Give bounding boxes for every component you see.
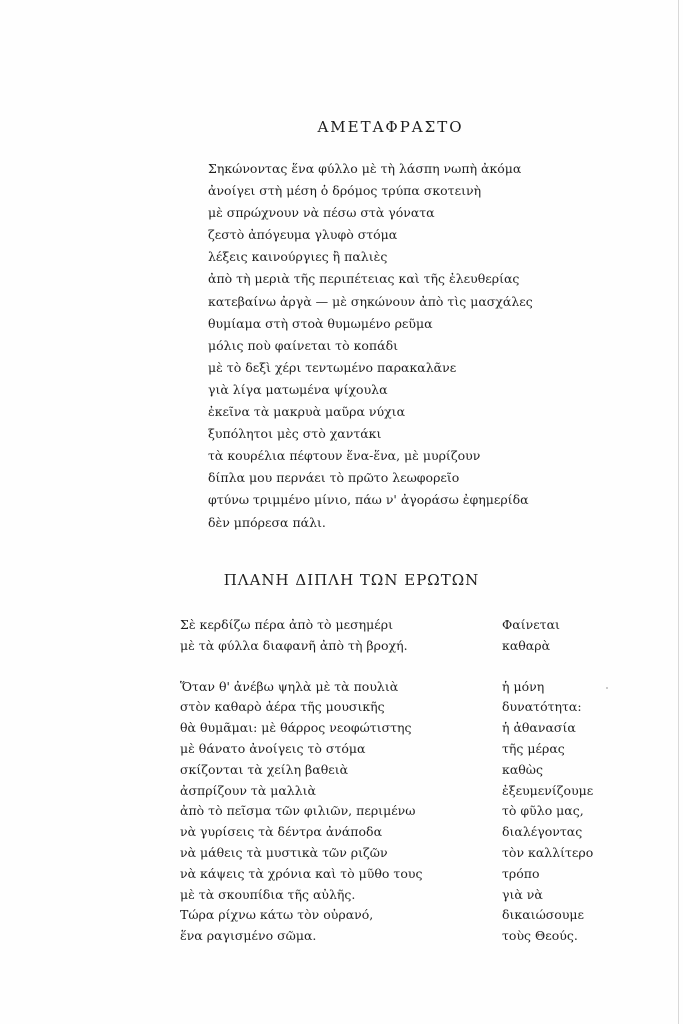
side-line: καθαρὰ: [502, 637, 551, 653]
poem-line: μόλις ποὺ φαίνεται τὸ κοπάδι: [208, 337, 398, 353]
side-line: δικαιώσουμε: [502, 907, 585, 923]
page-edge-line: [678, 0, 679, 1024]
poem-line: μὲ τὸ δεξὶ χέρι τεντωμένο παρακαλᾶνε: [208, 359, 457, 375]
poem-line: στὸν καθαρὸ ἀέρα τῆς μουσικῆς: [180, 699, 385, 715]
side-line: ἡ ἀθανασία: [502, 720, 576, 736]
side-line: τοὺς Θεούς.: [502, 928, 578, 944]
poem-line: γιὰ λίγα ματωμένα ψίχουλα: [208, 381, 388, 397]
side-line: ἡ μόνη: [502, 678, 545, 694]
poem1-body: [208, 158, 608, 534]
poem-line: Σηκώνοντας ἕνα φύλλο μὲ τὴ λάσπη νωπὴ ἀκόμα: [208, 161, 522, 176]
poem-line: σκίζονται τὰ χείλη βαθειὰ: [180, 761, 349, 777]
side-line: τρόπο: [502, 865, 540, 881]
side-line: δυνατότητα:: [502, 699, 582, 715]
poem-line: νὰ γυρίσεις τὰ δέντρα ἀνάποδα: [180, 824, 383, 840]
poem-line: νὰ μάθεις τὰ μυστικὰ τῶν ριζῶν: [180, 844, 388, 860]
poem-line: τὰ κουρέλια πέφτουν ἕνα-ἕνα, μὲ μυρίζουν: [208, 448, 481, 464]
side-line: τὸν καλλίτερο: [502, 844, 594, 860]
poem-line: λέξεις καινούργιες ἢ παλιὲς: [208, 249, 388, 265]
poem-line: ἕνα ραγισμένο σῶμα.: [180, 928, 317, 944]
poem-line: ξυπόλητοι μὲς στὸ χαντάκι: [208, 426, 382, 442]
poem-line: Ὅταν θ' ἀνέβω ψηλὰ μὲ τὰ πουλιὰ: [180, 678, 399, 694]
poem-line: ἀπὸ τὴ μεριὰ τῆς περιπέτειας καὶ τῆς ἐλευθερίας: [208, 271, 520, 287]
side-line: διαλέγοντας: [502, 824, 583, 840]
side-line: ἐξευμενίζουμε: [502, 782, 594, 798]
poem-line: δίπλα μου περνάει τὸ πρῶτο λεωφορεῖο: [208, 470, 460, 486]
poem-line: μὲ τὰ σκουπίδια τῆς αὐλῆς.: [180, 886, 356, 902]
poem1-title: ΑΜΕΤΑΦΡΑΣΤΟ: [317, 118, 464, 136]
poem-line: ἀπὸ τὸ πεῖσμα τῶν φιλιῶν, περιμένω: [180, 803, 416, 819]
poem2-title: ΠΛΑΝΗ ΔΙΠΛΗ ΤΩΝ ΕΡΩΤΩΝ: [223, 571, 480, 589]
poem-line: μὲ τὰ φύλλα διαφανῆ ἀπὸ τὴ βροχή.: [180, 637, 408, 653]
poem-line: μὲ θάνατο ἀνοίγεις τὸ στόμα: [180, 740, 366, 756]
poem-line: Τώρα ρίχνω κάτω τὸν οὐρανό,: [180, 907, 374, 923]
side-line: τῆς μέρας: [502, 740, 565, 756]
side-line: τὸ φῦλο μας,: [502, 803, 584, 819]
poem-line: ἐκεῖνα τὰ μακρυὰ μαῦρα νύχια: [208, 404, 406, 420]
ink-speck: [606, 687, 608, 689]
poem-line: μὲ σπρώχνουν νὰ πέσω στὰ γόνατα: [208, 205, 435, 221]
poem-line: κατεβαίνω ἀργὰ — μὲ σηκώνουν ἀπὸ τὶς μασχάλες: [208, 293, 533, 309]
poem-line: θὰ θυμᾶμαι: μὲ θάρρος νεοφώτιστης: [180, 720, 412, 736]
poem-line: θυμίαμα στὴ στοὰ θυμωμένο ρεῦμα: [208, 315, 433, 331]
poem2-main-column: [180, 615, 500, 947]
poem-line: Σὲ κερδίζω πέρα ἀπὸ τὸ μεσημέρι: [180, 617, 394, 632]
stanza-gap: [502, 657, 642, 677]
side-line: Φαίνεται: [502, 617, 560, 632]
poem-line: ζεστὸ ἀπόγευμα γλυφὸ στόμα: [208, 227, 398, 243]
side-line: γιὰ νὰ: [502, 886, 543, 902]
poem-line: νὰ κάψεις τὰ χρόνια καὶ τὸ μῦθο τους: [180, 865, 423, 881]
side-line: καθὼς: [502, 761, 543, 777]
poem-line: ἀσπρίζουν τὰ μαλλιὰ: [180, 782, 316, 798]
poem2-side-column: [502, 615, 642, 947]
stanza-gap: [180, 657, 500, 677]
poem-line: ἀνοίγει στὴ μέση ὁ δρόμος τρύπα σκοτεινὴ: [208, 183, 482, 199]
poem-line: δὲν μπόρεσα πάλι.: [208, 514, 326, 530]
poem-line: φτύνω τριμμένο μίνιο, πάω ν' ἀγοράσω ἐφημερίδα: [208, 492, 529, 508]
